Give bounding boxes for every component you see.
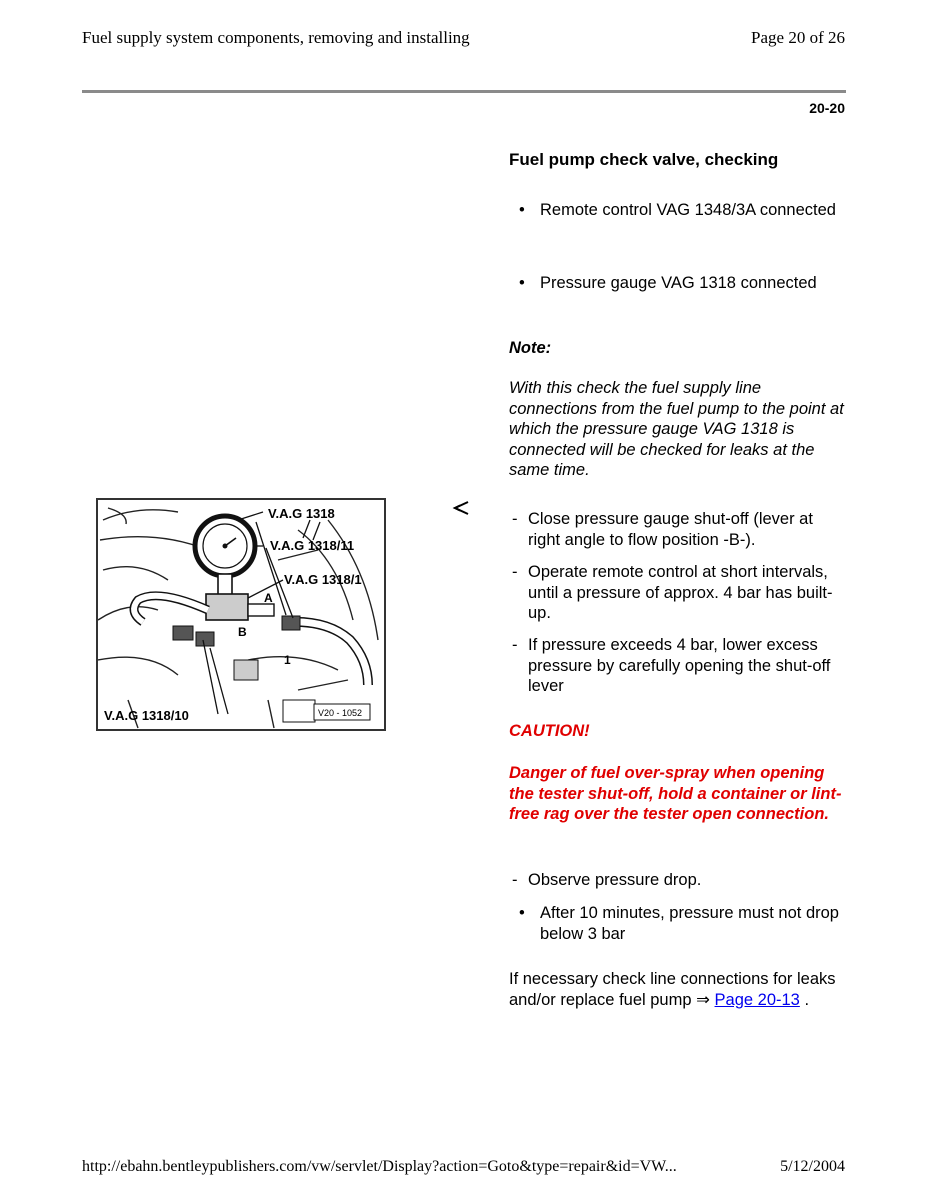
step-text: Close pressure gauge shut-off (lever at right angle to flow position -B-). [528,510,813,549]
dash-icon: - [512,510,518,528]
caution-text: Danger of fuel over-spray when opening the tester shut-off, hold a container or lint-free rag over the tester open connection. [509,764,842,823]
list-item [509,200,849,221]
dash-icon: - [512,636,518,654]
footer-url: http://ebahn.bentleypublishers.com/vw/servlet/Display?action=Goto&type=repair&id=VW... [82,1158,677,1175]
footer-date: 5/12/2004 [780,1158,845,1175]
bullet-icon: • [519,904,525,922]
bullet-text: After 10 minutes, pressure must not drop below 3 bar [540,904,839,943]
figure-label-a: A [264,591,273,605]
page-code: 20-20 [809,100,845,116]
page-number: Page 20 of 26 [751,28,845,47]
arrow-left-icon [452,499,470,517]
document-header-title: Fuel supply system components, removing and installing [82,28,470,47]
list-item [509,903,849,944]
figure-label-1: 1 [284,653,291,667]
step-text: Operate remote control at short intervals, until a pressure of approx. 4 bar has built-up. [528,563,833,622]
step-text: If pressure exceeds 4 bar, lower excess pressure by carefully opening the shut-off lever [528,636,831,695]
bullet-icon: • [519,201,525,219]
bullet-text: Remote control VAG 1348/3A connected [540,201,836,219]
figure-label-1318: V.A.G 1318 [268,506,335,521]
dash-icon: - [512,871,518,889]
step-item [509,870,849,891]
figure-illustration [96,498,386,731]
final-text: If necessary check line connections for leaks and/or replace fuel pump ⇒ [509,970,836,1009]
final-paragraph [509,969,849,1010]
step-item [509,509,849,550]
header-rule [82,90,846,93]
figure-drawing [98,500,384,729]
bullet-text: Pressure gauge VAG 1318 connected [540,274,817,292]
figure-label-1318-11: V.A.G 1318/11 [270,538,355,553]
page-link[interactable]: Page 20-13 [714,990,800,1009]
final-period: . [799,990,810,1009]
step-item [509,562,849,624]
figure-label-1318-10: V.A.G 1318/10 [104,708,189,723]
figure-label-b: B [238,625,247,639]
list-item [509,273,849,294]
dash-icon: - [512,563,518,581]
figure-code: V20 - 1052 [318,708,363,718]
note-text: With this check the fuel supply line connections from the fuel pump to the point at which the pressure gauge VAG 1318 is connected will be checked for leaks at the same time. [509,379,844,479]
section-title: Fuel pump check valve, checking [509,150,779,169]
note-label: Note: [509,339,552,357]
figure-label-1318-1: V.A.G 1318/1 [284,572,362,587]
bullet-icon: • [519,274,525,292]
step-item [509,635,849,697]
caution-label: CAUTION! [509,722,590,740]
step-text: Observe pressure drop. [528,871,702,889]
